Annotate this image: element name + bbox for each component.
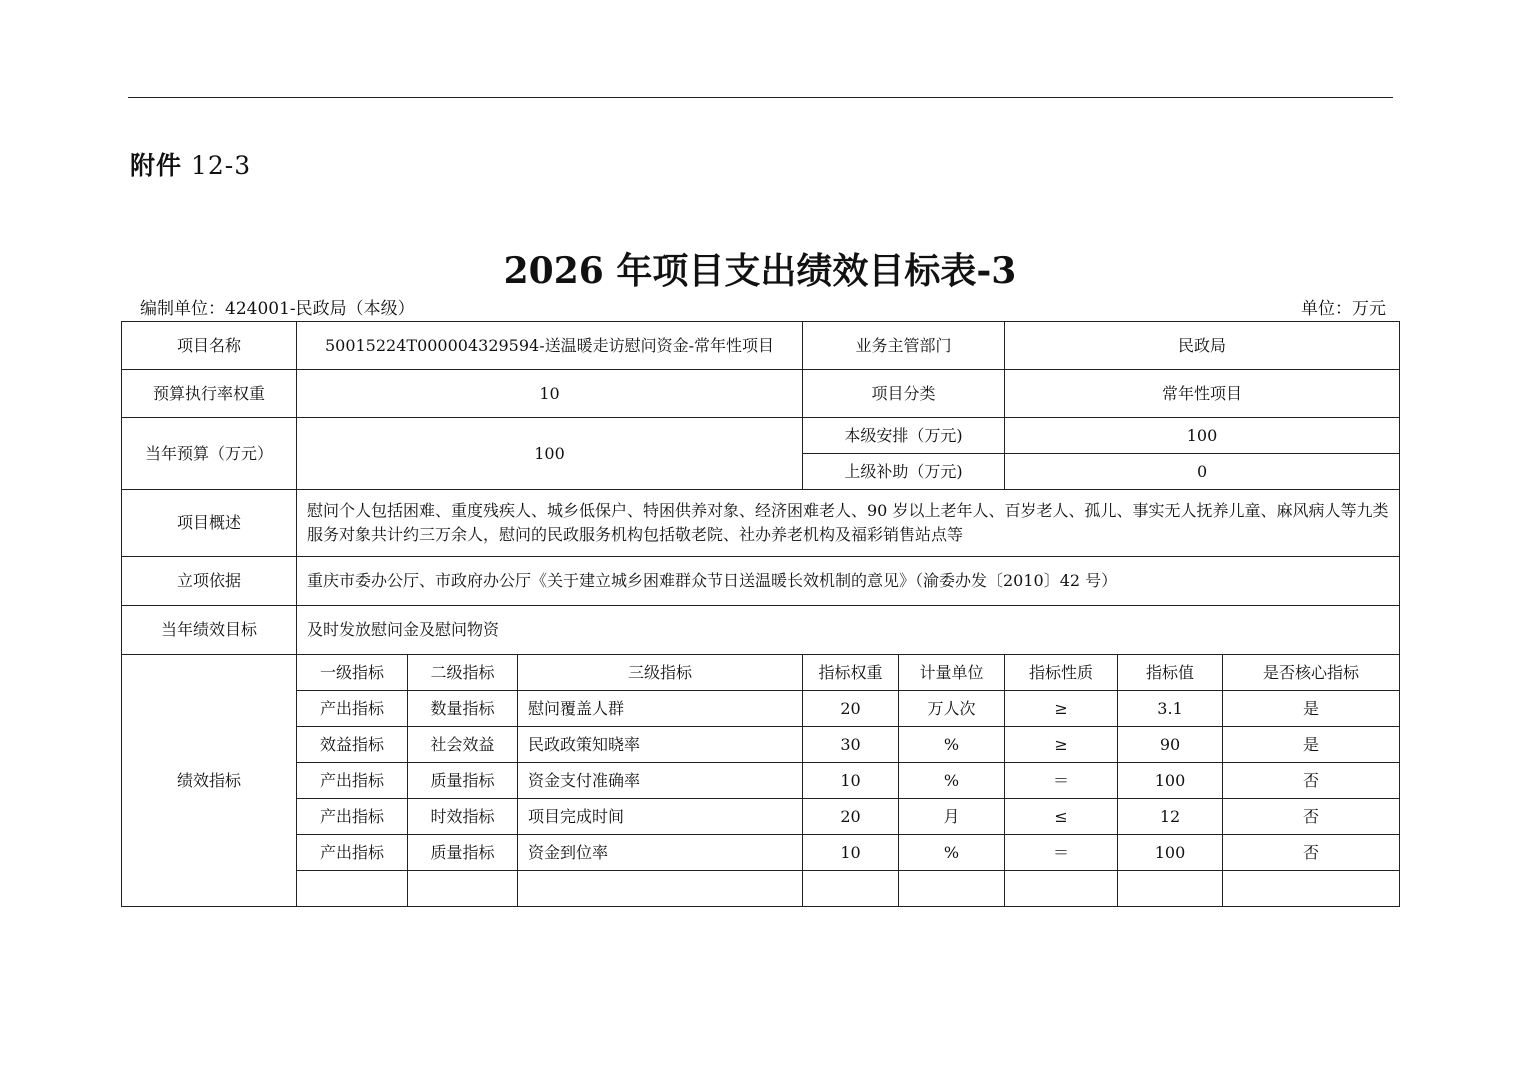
indicator-row (122, 799, 1400, 835)
nature-cell: ≥ (1005, 727, 1118, 763)
level2-cell: 时效指标 (408, 799, 518, 835)
indicator-row (122, 835, 1400, 871)
unit-cell: % (899, 727, 1005, 763)
dept-value: 民政局 (1005, 322, 1400, 370)
indicator-header: 指标值 (1118, 655, 1223, 691)
local-budget-label: 本级安排（万元) (803, 418, 1005, 454)
level3-cell: 项目完成时间 (518, 799, 803, 835)
empty-cell (1005, 871, 1118, 907)
upper-budget-label: 上级补助（万元) (803, 454, 1005, 490)
empty-cell (297, 871, 408, 907)
weight-cell: 30 (803, 727, 899, 763)
indicator-header: 三级指标 (518, 655, 803, 691)
nature-cell: ＝ (1005, 763, 1118, 799)
value-cell: 3.1 (1118, 691, 1223, 727)
level3-cell: 民政政策知晓率 (518, 727, 803, 763)
weight-cell: 20 (803, 799, 899, 835)
level1-cell: 产出指标 (297, 799, 408, 835)
unit-cell: 万人次 (899, 691, 1005, 727)
weight-cell: 20 (803, 691, 899, 727)
indicator-header: 指标性质 (1005, 655, 1118, 691)
attachment-label (130, 146, 251, 182)
indicator-header: 二级指标 (408, 655, 518, 691)
level1-cell: 产出指标 (297, 691, 408, 727)
core-cell: 否 (1223, 835, 1400, 871)
goal-label: 当年绩效目标 (122, 606, 297, 655)
level1-cell: 效益指标 (297, 727, 408, 763)
level2-cell: 质量指标 (408, 763, 518, 799)
core-cell: 否 (1223, 799, 1400, 835)
level2-cell: 数量指标 (408, 691, 518, 727)
level3-cell: 资金到位率 (518, 835, 803, 871)
indicator-header: 计量单位 (899, 655, 1005, 691)
nature-cell: ≥ (1005, 691, 1118, 727)
indicator-header: 一级指标 (297, 655, 408, 691)
local-budget-value: 100 (1005, 418, 1400, 454)
value-cell: 12 (1118, 799, 1223, 835)
value-cell: 100 (1118, 835, 1223, 871)
weight-cell: 10 (803, 835, 899, 871)
attachment-word: 附件 (130, 151, 183, 180)
value-cell: 90 (1118, 727, 1223, 763)
indicator-row (122, 727, 1400, 763)
dept-label: 业务主管部门 (803, 322, 1005, 370)
level2-cell: 社会效益 (408, 727, 518, 763)
project-name-label: 项目名称 (122, 322, 297, 370)
unit-cell: % (899, 835, 1005, 871)
level3-cell: 资金支付准确率 (518, 763, 803, 799)
empty-cell (899, 871, 1005, 907)
overview-label: 项目概述 (122, 490, 297, 557)
exec-weight-value: 10 (297, 370, 803, 418)
level2-cell: 质量指标 (408, 835, 518, 871)
empty-cell (518, 871, 803, 907)
level1-cell: 产出指标 (297, 835, 408, 871)
core-cell: 是 (1223, 691, 1400, 727)
level1-cell: 产出指标 (297, 763, 408, 799)
budget-value: 100 (297, 418, 803, 490)
page-title: 2026 年项目支出绩效目标表-3 (503, 250, 1017, 292)
empty-cell (803, 871, 899, 907)
attachment-number: 12-3 (190, 151, 252, 180)
basis-value: 重庆市委办公厅、市政府办公厅《关于建立城乡困难群众节日送温暖长效机制的意见》（渝委办发〔2010〕42 号） (297, 557, 1400, 606)
core-cell: 否 (1223, 763, 1400, 799)
empty-cell (408, 871, 518, 907)
basis-label: 立项依据 (122, 557, 297, 606)
indicator-row (122, 691, 1400, 727)
empty-cell (1223, 871, 1400, 907)
level3-cell: 慰问覆盖人群 (518, 691, 803, 727)
nature-cell: ≤ (1005, 799, 1118, 835)
upper-budget-value: 0 (1005, 454, 1400, 490)
unit-line: 单位：万元 (1301, 299, 1386, 319)
overview-value: 慰问个人包括困难、重度残疾人、城乡低保户、特困供养对象、经济困难老人、90 岁以上老年人、百岁老人、孤儿、事实无人抚养儿童、麻风病人等九类服务对象共计约三万余人，慰问的民政服务机构包括敬老院、社办养老机构及福彩销售站点等 (297, 490, 1400, 557)
value-cell: 100 (1118, 763, 1223, 799)
indicators-section-label: 绩效指标 (122, 655, 297, 907)
indicator-row (122, 763, 1400, 799)
core-cell: 是 (1223, 727, 1400, 763)
indicator-header: 是否核心指标 (1223, 655, 1400, 691)
indicator-header: 指标权重 (803, 655, 899, 691)
project-name-value: 50015224T000004329594-送温暖走访慰问资金-常年性项目 (297, 322, 803, 370)
category-label: 项目分类 (803, 370, 1005, 418)
nature-cell: ＝ (1005, 835, 1118, 871)
empty-cell (1118, 871, 1223, 907)
weight-cell: 10 (803, 763, 899, 799)
unit-cell: % (899, 763, 1005, 799)
unit-cell: 月 (899, 799, 1005, 835)
goal-value: 及时发放慰问金及慰问物资 (297, 606, 1400, 655)
performance-table (121, 321, 1400, 907)
budget-label: 当年预算（万元） (122, 418, 297, 490)
org-line: 编制单位：424001-民政局（本级） (140, 299, 415, 319)
top-rule (128, 97, 1393, 98)
category-value: 常年性项目 (1005, 370, 1400, 418)
exec-weight-label: 预算执行率权重 (122, 370, 297, 418)
indicator-empty-row (122, 871, 1400, 907)
